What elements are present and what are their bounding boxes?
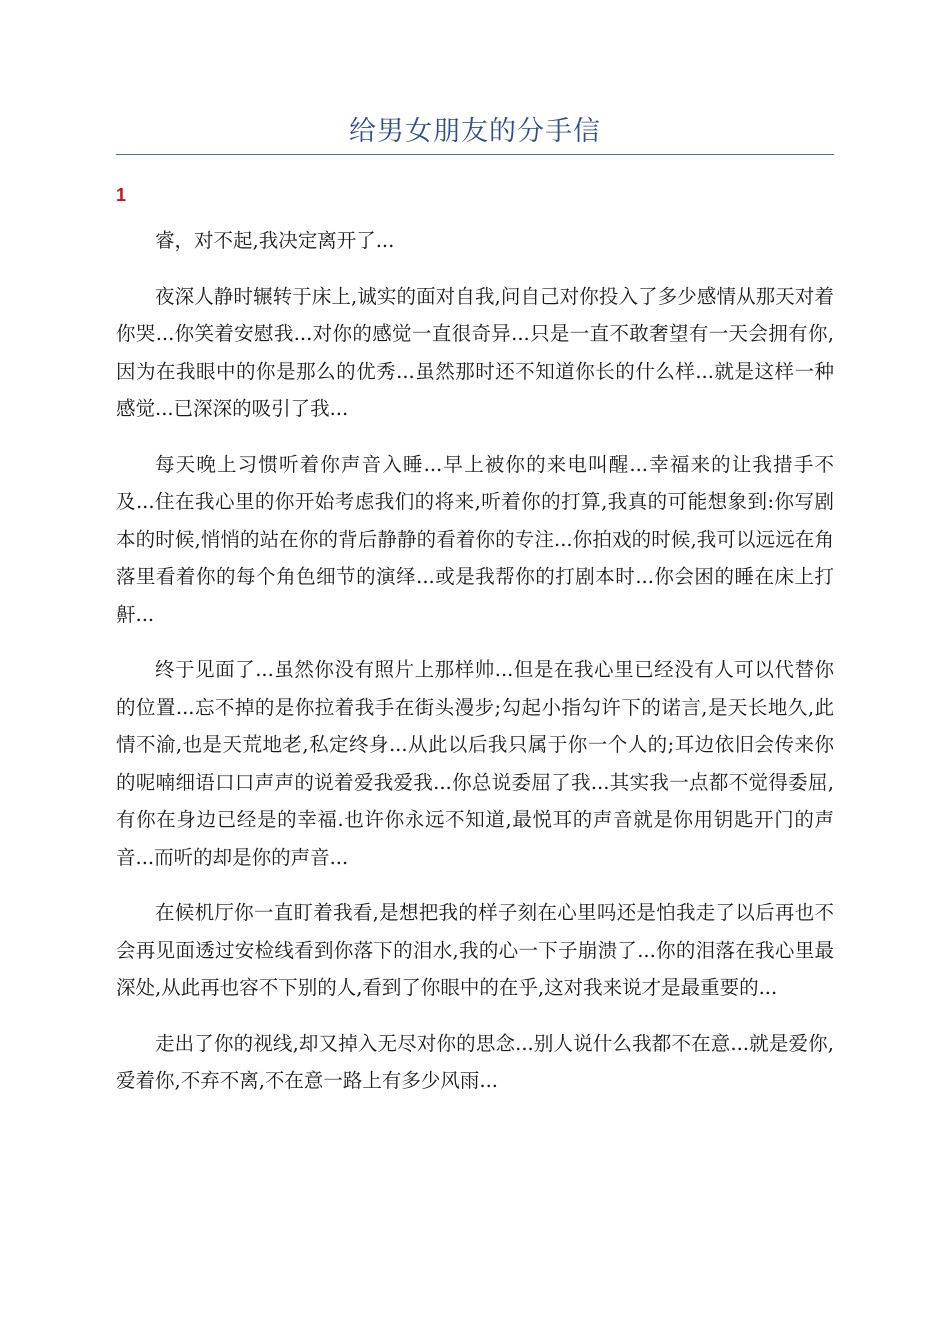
document-title: 给男女朋友的分手信: [349, 116, 601, 147]
letter-paragraph-3: 每天晚上习惯听着你声音入睡...早上被你的来电叫醒...幸福来的让我措手不及...住在我心里的你开始考虑我们的将来,听着你的打算,我真的可能想象到:你写剧本的时候,悄悄的站在你的背后静静的看着你的专注...你拍戏的时候,我可以远远在角落里看着你的每个角色细节的演绎...或是我帮你的打剧本时...你会困的睡在床上打鼾...: [116, 452, 834, 626]
letter-paragraph-4: 终于见面了...虽然你没有照片上那样帅...但是在我心里已经没有人可以代替你的位置...忘不掉的是你拉着我手在街头漫步;勾起小指勾许下的诺言,是天长地久,此情不渝,也是天荒地老,私定终身...从此以后我只属于你一个人的;耳边依旧会传来你的呢喃细语口口声声的说着爱我爱我...你总说委屈了我...其实我一点都不觉得委屈,有你在身边已经是的幸福.也许你永远不知道,最悦耳的声音就是你用钥匙开门的声音...而听的却是你的声音...: [116, 658, 834, 869]
letter-paragraph-2: 夜深人静时辗转于床上,诚实的面对自我,问自己对你投入了多少感情从那天对着你哭...你笑着安慰我...对你的感觉一直很奇异...只是一直不敢奢望有一天会拥有你,因为在我眼中的你是那么的优秀...虽然那时还不知道你长的什么样...就是这样一种感觉...已深深的吸引了我...: [116, 284, 834, 420]
title-underline: [116, 154, 834, 155]
letter-paragraph-5: 在候机厅你一直盯着我看,是想把我的样子刻在心里吗还是怕我走了以后再也不会再见面透过安检线看到你落下的泪水,我的心一下子崩溃了...你的泪落在我心里最深处,从此再也容不下别的人,看到了你眼中的在乎,这对我来说才是最重要的...: [116, 901, 834, 999]
section-number: 1: [116, 185, 127, 205]
letter-paragraph-1: 睿，对不起,我决定离开了...: [155, 229, 395, 252]
letter-body: [116, 222, 834, 1118]
letter-paragraph-6: 走出了你的视线,却又掉入无尽对你的思念...别人说什么我都不在意...就是爱你,爱着你,不弃不离,不在意一路上有多少风雨...: [116, 1031, 834, 1092]
